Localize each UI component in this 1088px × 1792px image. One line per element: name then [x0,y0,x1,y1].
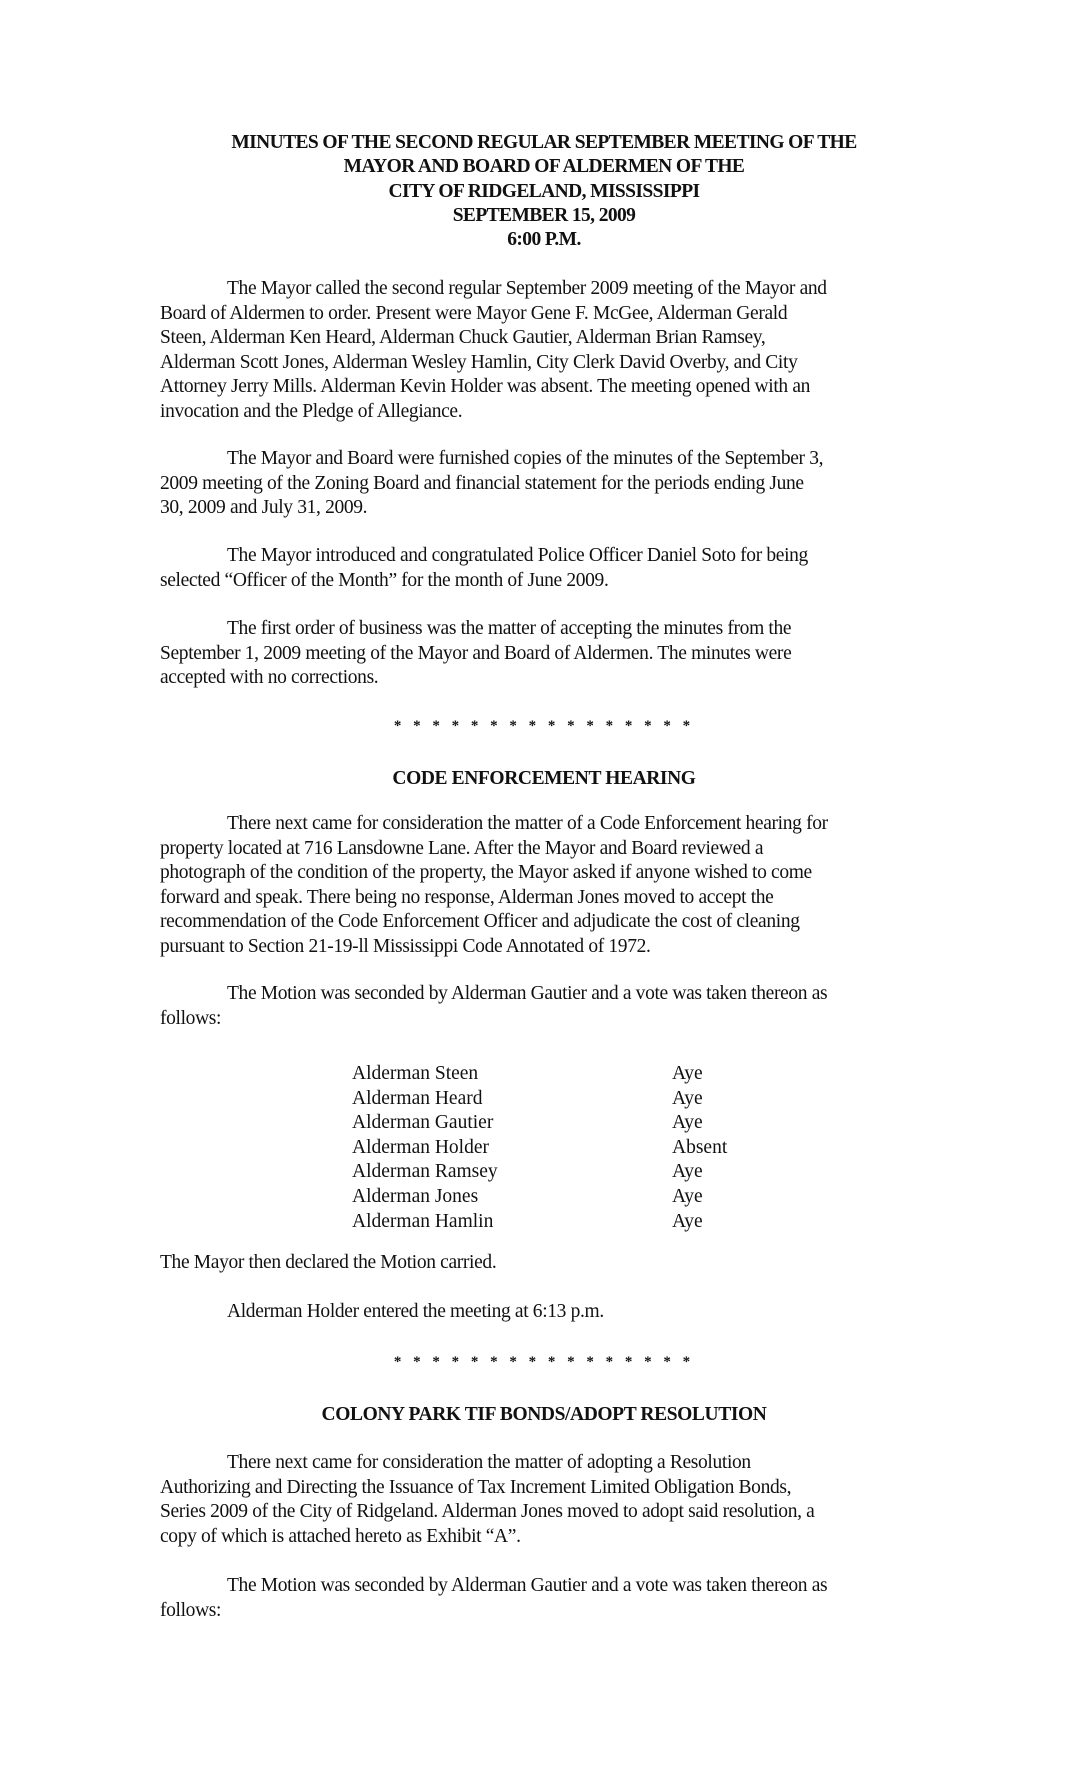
vote-value: Aye [672,1185,703,1207]
vote-table [352,1062,772,1234]
text-line: The Motion was seconded by Alderman Gautier and a vote was taken thereon as [227,983,828,1004]
vote-value: Aye [672,1210,703,1232]
title-line: 6:00 P.M. [507,229,581,251]
text-line: invocation and the Pledge of Allegiance. [160,400,463,422]
text-line: Authorizing and Directing the Issuance of Tax Increment Limited Obligation Bonds, [160,1476,792,1498]
text-line: There next came for consideration the matter of a Code Enforcement hearing for [227,813,828,834]
paragraph-minutes-furnished [160,447,920,521]
vote-value: Absent [672,1136,728,1158]
vote-name: Alderman Jones [352,1185,479,1207]
text-line: selected “Officer of the Month” for the month of June 2009. [160,569,609,591]
paragraph-holder-entered [160,1300,920,1325]
vote-name: Alderman Steen [352,1063,479,1084]
text-line: The Mayor introduced and congratulated Police Officer Daniel Soto for being [227,545,808,566]
text-line: Board of Aldermen to order. Present were Mayor Gene F. McGee, Alderman Gerald [160,302,788,324]
title-line: SEPTEMBER 15, 2009 [452,204,636,226]
text-line: Alderman Scott Jones, Alderman Wesley Hamlin, City Clerk David Overby, and City [160,351,798,373]
text-line: recommendation of the Code Enforcement Officer and adjudicate the cost of cleaning [160,911,800,932]
document-title [0,131,1088,252]
vote-name: Alderman Ramsey [352,1161,498,1183]
title-line: CITY OF RIDGELAND, MISSISSIPPI [388,180,700,202]
vote-row [352,1087,772,1112]
vote-row [352,1062,772,1087]
text-line: copy of which is attached hereto as Exhibit “A”. [160,1525,521,1547]
vote-name: Alderman Gautier [352,1112,494,1134]
text-line: The first order of business was the matter of accepting the minutes from the [227,618,792,639]
text-line: forward and speak. There being no response, Alderman Jones moved to accept the [160,886,774,908]
vote-value: Aye [672,1161,703,1183]
vote-name: Alderman Holder [352,1136,489,1158]
text-line: The Mayor and Board were furnished copies of the minutes of the September 3, [227,448,824,469]
text-line: There next came for consideration the matter of adopting a Resolution [227,1452,751,1473]
section-separator: * * * * * * * * * * * * * * * * [393,1354,695,1370]
vote-row [352,1185,772,1210]
text-line: pursuant to Section 21-19-ll Mississippi Code Annotated of 1972. [160,935,651,957]
title-line: MAYOR AND BOARD OF ALDERMEN OF THE [343,156,745,178]
heading-colony-park: COLONY PARK TIF BONDS/ADOPT RESOLUTION [321,1404,767,1425]
paragraph-attendance [160,277,920,424]
vote-row [352,1136,772,1161]
text-line: Attorney Jerry Mills. Alderman Kevin Holder was absent. The meeting opened with an [160,376,811,397]
text-line: Alderman Holder entered the meeting at 6:13 p.m. [227,1301,604,1322]
text-line: property located at 716 Lansdowne Lane. After the Mayor and Board reviewed a [160,837,764,859]
text-line: Series 2009 of the City of Ridgeland. Alderman Jones moved to adopt said resolution, a [160,1501,815,1522]
text-line: 2009 meeting of the Zoning Board and financial statement for the periods ending June [160,472,804,494]
vote-row [352,1111,772,1136]
paragraph-officer-of-month [160,544,920,593]
paragraph-motion-seconded-2 [160,1574,920,1623]
vote-value: Aye [672,1112,703,1134]
text-line: The Motion was seconded by Alderman Gautier and a vote was taken thereon as [227,1575,828,1596]
text-line: 30, 2009 and July 31, 2009. [160,497,368,518]
text-line: follows: [160,1599,222,1621]
vote-value: Aye [672,1087,703,1109]
paragraph-code-enforcement [160,812,920,959]
vote-row [352,1160,772,1185]
vote-row [352,1210,772,1235]
paragraph-motion-seconded-1 [160,982,920,1031]
paragraph-first-order [160,617,920,691]
section-separator: * * * * * * * * * * * * * * * * [393,718,695,734]
paragraph-motion-carried [160,1251,920,1276]
vote-value: Aye [672,1063,703,1084]
vote-name: Alderman Heard [352,1087,483,1109]
title-line: MINUTES OF THE SECOND REGULAR SEPTEMBER MEETING OF THE [231,132,857,153]
text-line: The Mayor then declared the Motion carried. [160,1252,497,1273]
paragraph-colony-park [160,1451,920,1549]
text-line: accepted with no corrections. [160,667,379,688]
vote-name: Alderman Hamlin [352,1210,494,1232]
text-line: September 1, 2009 meeting of the Mayor and Board of Aldermen. The minutes were [160,642,792,664]
text-line: Steen, Alderman Ken Heard, Alderman Chuck Gautier, Alderman Brian Ramsey, [160,327,766,348]
text-line: follows: [160,1007,222,1029]
text-line: photograph of the condition of the property, the Mayor asked if anyone wished to come [160,862,812,883]
text-line: The Mayor called the second regular September 2009 meeting of the Mayor and [227,278,827,299]
heading-code-enforcement: CODE ENFORCEMENT HEARING [392,768,696,789]
